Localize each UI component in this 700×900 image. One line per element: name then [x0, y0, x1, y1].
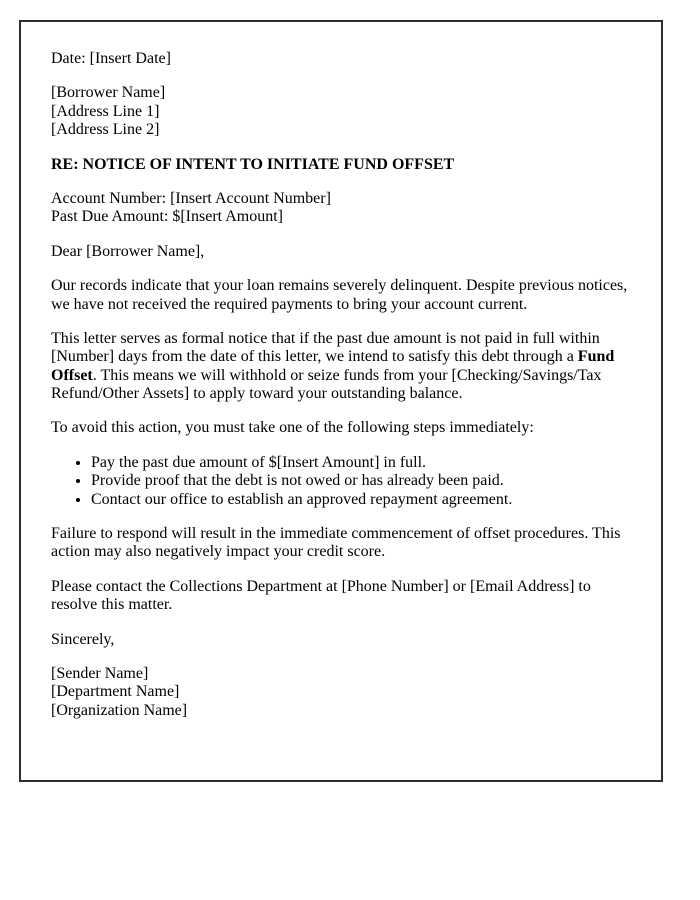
subject-line: RE: NOTICE OF INTENT TO INITIATE FUND OFFSET [51, 155, 455, 173]
recipient-address-block [51, 84, 631, 139]
paragraph-contact-info: Please contact the Collections Department at [Phone Number] or [Email Address] to resolve this matter. [51, 577, 591, 614]
paragraph-avoid-action: To avoid this action, you must take one of the following steps immediately: [51, 419, 534, 437]
salutation: Dear [Borrower Name], [51, 242, 205, 260]
department-name: [Department Name] [51, 683, 180, 701]
signature-block [51, 665, 631, 720]
list-item-contact: • Contact our office to establish an approved repayment agreement. [91, 491, 631, 509]
recipient-name: [Borrower Name] [51, 84, 166, 102]
account-number-line: Account Number: [Insert Account Number] [51, 189, 331, 207]
paragraph-notice-part2: . This means we will withhold or seize funds from your [Checking/Savings/Tax Refund/Other Assets] to apply toward your outstanding balance. [51, 366, 602, 403]
paragraph-failure: Failure to respond will result in the immediate commencement of offset procedures. This action may also negatively impact your credit score. [51, 525, 621, 561]
closing: Sincerely, [51, 630, 115, 648]
date-line: Date: [Insert Date] [51, 50, 171, 67]
organization-name: [Organization Name] [51, 701, 188, 719]
recipient-address-line-2: [Address Line 2] [51, 121, 160, 139]
list-item-pay: • Pay the past due amount of $[Insert Amount] in full. [91, 454, 631, 472]
paragraph-notice-bold: Fund Offset [51, 348, 615, 384]
action-steps-list [51, 454, 631, 509]
list-item-proof: • Provide proof that the debt is not owed or has already been paid. [91, 472, 631, 490]
recipient-address-line-1: [Address Line 1] [51, 102, 160, 120]
past-due-amount-line: Past Due Amount: $[Insert Amount] [51, 208, 283, 226]
sender-name: [Sender Name] [51, 664, 149, 682]
paragraph-records: Our records indicate that your loan remains severely delinquent. Despite previous notices, we have not received the required payments to bring your account current. [51, 277, 628, 313]
paragraph-notice-part1: This letter serves as formal notice that if the past due amount is not paid in full within [Number] days from the date of this letter, we intend to satisfy this debt through a [51, 329, 600, 366]
account-details-block [51, 190, 631, 227]
paragraph-notice [51, 330, 631, 404]
letter-page [19, 20, 663, 782]
